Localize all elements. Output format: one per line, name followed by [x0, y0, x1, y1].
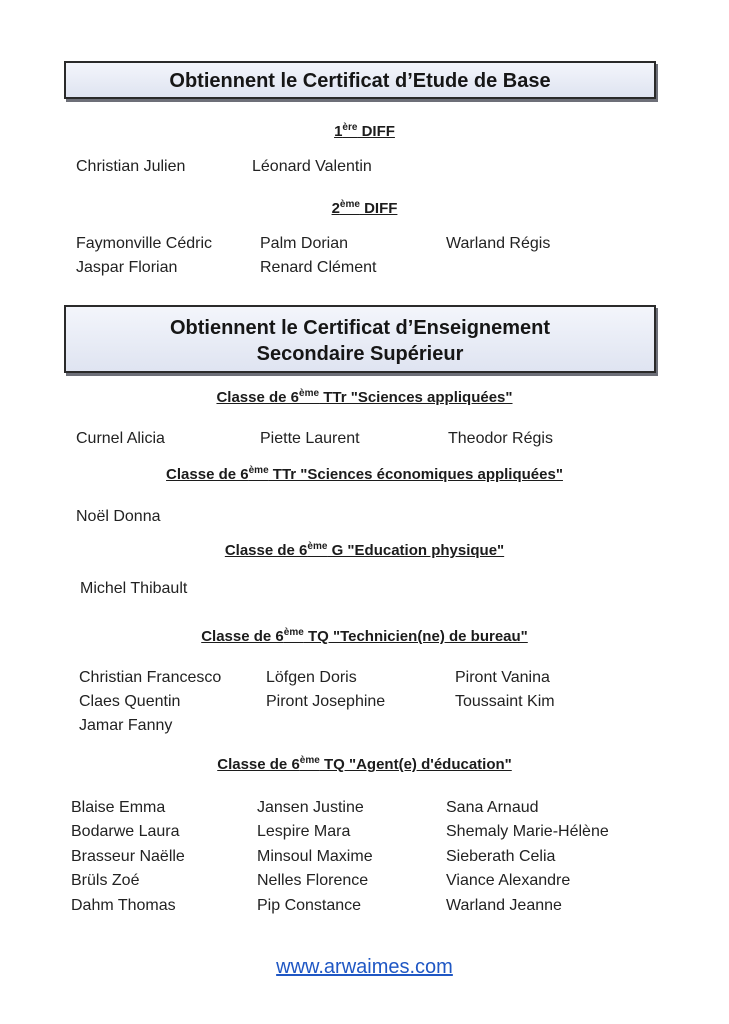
name: Jamar Fanny: [79, 717, 173, 734]
name: Jaspar Florian: [76, 259, 178, 276]
name: Christian Julien: [76, 158, 186, 175]
banner-title-line-2: Secondaire Supérieur: [256, 343, 464, 365]
heading-education-physique: Classe de 6ème G "Education physique": [224, 541, 505, 559]
heading-agent-education: Classe de 6ème TQ "Agent(e) d'éducation": [217, 755, 512, 773]
name: Theodor Régis: [448, 430, 553, 447]
heading-sciences-economiques-appliquees: Classe de 6ème TTr "Sciences économiques appliquées": [166, 465, 563, 483]
heading-1ere-diff: 1ère DIFF: [334, 122, 395, 140]
name: Nelles Florence: [257, 872, 369, 889]
heading-technicien-de-bureau: Classe de 6ème TQ "Technicien(ne) de bureau": [201, 627, 528, 645]
banner-certificat-etude-de-base: [64, 61, 656, 99]
name: Curnel Alicia: [76, 430, 165, 447]
name: Piront Vanina: [455, 669, 550, 686]
name: Christian Francesco: [79, 669, 222, 686]
name: Renard Clément: [260, 259, 377, 276]
name: Brasseur Naëlle: [71, 848, 185, 865]
banner-title: Obtiennent le Certificat d’Etude de Base: [169, 70, 551, 92]
name: Brüls Zoé: [71, 872, 140, 889]
name: Piront Josephine: [266, 693, 386, 710]
name: Claes Quentin: [79, 693, 181, 710]
name: Jansen Justine: [257, 799, 364, 816]
heading-2eme-diff: 2ème DIFF: [331, 199, 398, 217]
banner-title-line-1: Obtiennent le Certificat d’Enseignement: [169, 317, 551, 339]
name: Minsoul Maxime: [257, 848, 373, 865]
name: Viance Alexandre: [446, 872, 571, 889]
name: Dahm Thomas: [71, 897, 176, 914]
name: Warland Jeanne: [446, 897, 562, 914]
name: Toussaint Kim: [455, 693, 555, 710]
name: Piette Laurent: [260, 430, 360, 447]
name: Michel Thibault: [80, 580, 188, 597]
name: Warland Régis: [446, 235, 551, 252]
name: Sana Arnaud: [446, 799, 539, 816]
website-link[interactable]: www.arwaimes.com: [276, 956, 453, 978]
banner-certificat-enseignement-secondaire: [64, 305, 656, 373]
name: Lespire Mara: [257, 823, 351, 840]
name: Léonard Valentin: [252, 158, 372, 175]
name: Bodarwe Laura: [71, 823, 180, 840]
name: Faymonville Cédric: [76, 235, 213, 252]
name: Pip Constance: [257, 897, 362, 914]
name: Shemaly Marie-Hélène: [446, 823, 609, 840]
heading-sciences-appliquees: Classe de 6ème TTr "Sciences appliquées": [216, 388, 513, 406]
name: Sieberath Celia: [446, 848, 556, 865]
name: Noël Donna: [76, 508, 161, 525]
name: Palm Dorian: [260, 235, 349, 252]
name: Blaise Emma: [71, 799, 166, 816]
name: Löfgen Doris: [266, 669, 357, 686]
